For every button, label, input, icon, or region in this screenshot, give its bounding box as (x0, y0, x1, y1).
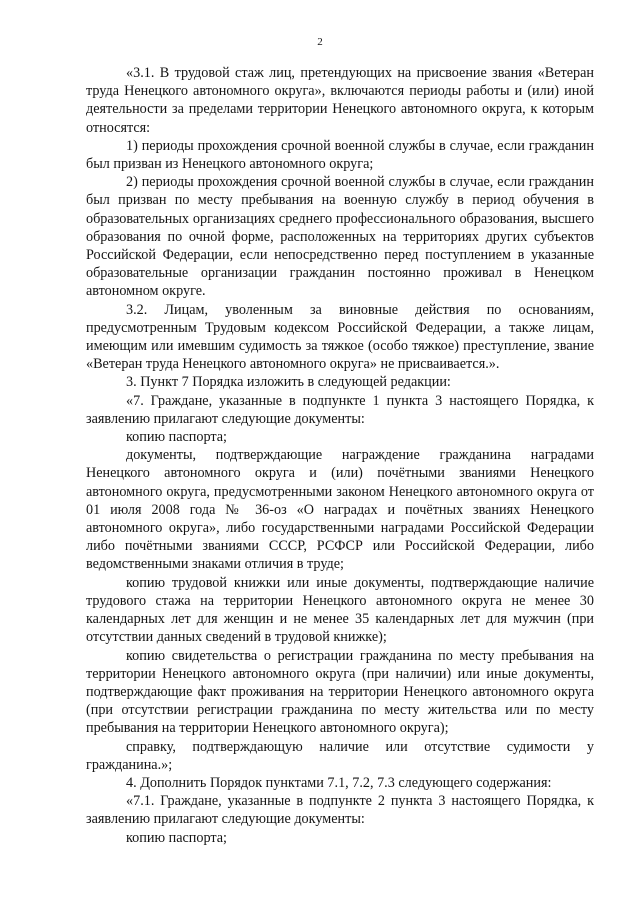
paragraph-7-awards: документы, подтверждающие награждение гражданина наградами Ненецкого автономного округа и (или) почётными званиями Ненецкого автономного округа, предусмотренными законом Ненецкого автономного округа от 01 июля 2008 года № 36-оз «О наградах и почётных званиях Ненецкого автономного округа», либо государственными наградами Российской Федерации либо почётными званиями СССР, РСФСР или Российской Федерации, либо ведомственными знаками отличия в труде; (86, 447, 594, 573)
paragraph-7-registration: копию свидетельства о регистрации гражданина по месту пребывания на территории Ненецкого автономного округа (при наличии) или иные документы, подтверждающие факт проживания на территории Ненецкого автономного округа (при отсутствии регистрации гражданина по месту жительства или по месту пребывания на территории Ненецкого автономного округа); (86, 647, 594, 737)
page-number: 2 (317, 36, 323, 48)
paragraph-amendment-4: 4. Дополнить Порядок пунктами 7.1, 7.2, 7.3 следующего содержания: (126, 774, 552, 791)
paragraph-3-1: «3.1. В трудовой стаж лиц, претендующих на присвоение звания «Ветеран труда Ненецкого автономного округа», включаются периоды работы и (или) иной деятельности за пределами территории Ненецкого автономного округа, к которым относятся: (86, 65, 594, 136)
paragraph-7-criminal-record: справку, подтверждающую наличие или отсутствие судимости у гражданина.»; (86, 738, 594, 773)
paragraph-7-passport: копию паспорта; (126, 429, 227, 446)
paragraph-7: «7. Граждане, указанные в подпункте 1 пункта 3 настоящего Порядка, к заявлению прилагают следующие документы: (86, 392, 594, 427)
document-body (86, 64, 594, 847)
paragraph-7-1: «7.1. Граждане, указанные в подпункте 2 пункта 3 настоящего Порядка, к заявлению прилагают следующие документы: (86, 793, 594, 828)
paragraph-7-1-passport: копию паспорта; (126, 829, 227, 846)
paragraph-3-2: 3.2. Лицам, уволенным за виновные действия по основаниям, предусмотренным Трудовым кодексом Российской Федерации, а также лицам, имеющим или имевшим судимость за тяжкое (особо тяжкое) преступление, звание «Ветеран труда Ненецкого автономного округа» не присваивается.». (86, 301, 594, 373)
paragraph-3-1-item-2: 2) периоды прохождения срочной военной службы в случае, если гражданин был призван по месту пребывания на военную службу в период обучения в образовательных организациях среднего профессионального образования, высшего образования по очной форме, расположенных на территориях других субъектов Российской Федерации, если непосредственно перед поступлением в указанные образовательные организации гражданин постоянно проживал в Ненецком автономном округе. (86, 174, 594, 300)
paragraph-amendment-3: 3. Пункт 7 Порядка изложить в следующей редакции: (126, 374, 451, 391)
paragraph-3-1-item-1: 1) периоды прохождения срочной военной службы в случае, если гражданин был призван из Ненецкого автономного округа; (86, 137, 594, 173)
paragraph-7-work-record: копию трудовой книжки или иные документы, подтверждающие наличие трудового стажа на территории Ненецкого автономного округа не менее 30 календарных лет для женщин и не менее 35 календарных лет для мужчин (при отсутствии данных сведений в трудовой книжке); (86, 574, 594, 646)
